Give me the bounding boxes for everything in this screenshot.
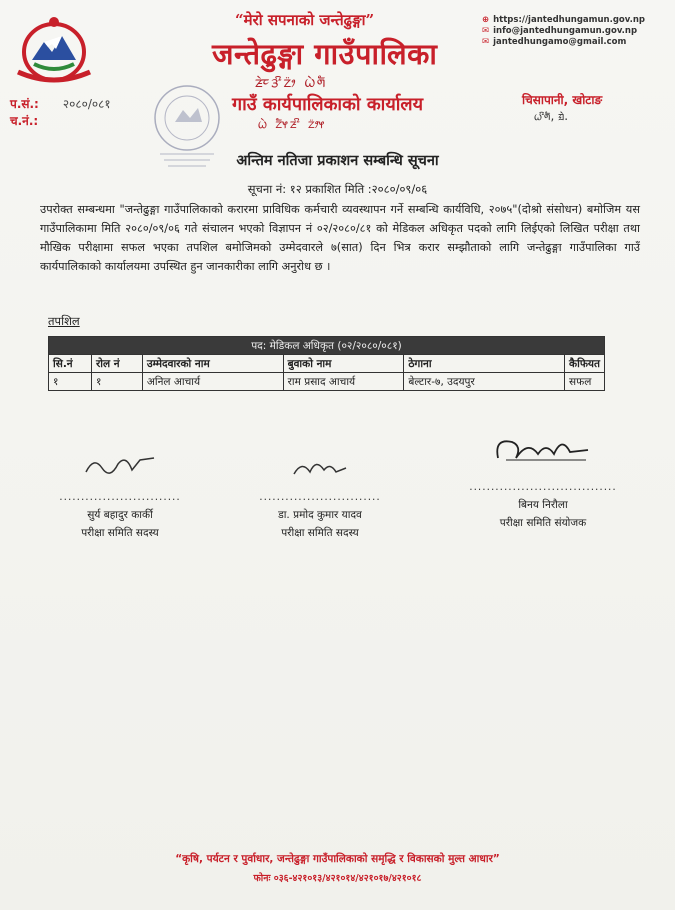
ps-label: प.सं.: xyxy=(10,97,39,111)
ps-value: २०८०/०८१ xyxy=(62,97,111,111)
footer-phone: फोनः ०३६-४२१०१३/४२१०१४/४२१०१७/४२१०१८ xyxy=(253,873,422,884)
col-header: रोल नं xyxy=(91,355,142,373)
signer-role: परीक्षा समिति सदस्य xyxy=(281,527,359,539)
script-title: ᤏᤧᤰᤋᤡᤁ᤺ᤣ ᤐᤧᤛᤠ xyxy=(255,72,328,91)
cell-father: राम प्रसाद आचार्य xyxy=(283,373,404,391)
signer-role: परीक्षा समिति संयोजक xyxy=(499,517,587,529)
footer-motto: “कृषि, पर्यटन र पुर्वाधार, जन्तेढुङ्गा गाउँपालिकाको समृद्धि र विकासको मुल्त आधार” xyxy=(175,853,500,865)
email-line[interactable]: ✉ jantedhungamo@gmail.com xyxy=(482,37,627,47)
col-header: कैफियत xyxy=(565,355,605,373)
script-office: ᤐᤧ ᤁ᤺ᤠᤶᤏᤡ ᤁ᤺ᤣᤶ xyxy=(258,116,327,132)
location xyxy=(522,92,602,124)
office-name: गाउँ कार्यपालिकाको कार्यालय xyxy=(232,94,424,115)
signer-name: बिनय निरौला xyxy=(518,499,568,511)
slogan: “मेरो सपनाको जन्तेढुङ्गा” xyxy=(235,11,375,29)
signature-icon xyxy=(280,450,360,482)
col-header: उम्मेदवारको नाम xyxy=(142,355,283,373)
mail-icon: ✉ xyxy=(482,37,490,47)
signature-block: .................................. बिनय निरौला परीक्षा समिति संयोजक xyxy=(468,428,618,532)
cell-candidate: अनिल आचार्य xyxy=(142,373,283,391)
email-line[interactable]: ✉ info@jantedhungamun.gov.np xyxy=(482,26,638,36)
contact-block xyxy=(482,15,645,48)
location-place: चिसापानी, खोटाङ xyxy=(522,93,603,107)
reference-numbers xyxy=(10,96,111,130)
cn-label: च.नं.: xyxy=(10,114,39,128)
details-heading: तपशिल xyxy=(48,314,80,328)
col-header: बुवाको नाम xyxy=(283,355,404,373)
signer-role: परीक्षा समिति सदस्य xyxy=(81,527,159,539)
location-script: ᤐᤡᤛᤠ, ᤀᤧ. xyxy=(534,109,569,123)
cell-address: बेल्टार-७, उदयपुर xyxy=(404,373,565,391)
table-caption: पद: मेडिकल अधिकृत (०२/२०८०/०८१) xyxy=(49,337,605,355)
col-header: सि.नं xyxy=(49,355,92,373)
cell-sn: १ xyxy=(49,373,92,391)
notice-number-date: सूचना नं: १२ प्रकाशित मिति :२०८०/०९/०६ xyxy=(247,182,428,196)
signature-icon xyxy=(80,450,160,482)
results-table xyxy=(48,336,605,391)
notice-subject: अन्तिम नतिजा प्रकाशन सम्बन्धि सूचना xyxy=(236,153,439,169)
municipality-title: जन्तेढुङ्गा गाउँपालिका xyxy=(212,37,438,71)
mail-icon: ✉ xyxy=(482,26,490,36)
nepal-emblem-icon xyxy=(14,14,94,84)
table-header-row xyxy=(49,355,605,373)
signature-icon xyxy=(488,428,598,472)
signer-name: सुर्य बहादुर कार्की xyxy=(87,509,153,521)
signature-block: ............................ सुर्य बहादुर कार्की परीक्षा समिति सदस्य xyxy=(50,450,190,542)
col-header: ठेगाना xyxy=(404,355,565,373)
table-row xyxy=(49,373,605,391)
signature-block: ............................ डा. प्रमोद कुमार यादव परीक्षा समिति सदस्य xyxy=(250,450,390,542)
cell-remarks: सफल xyxy=(565,373,605,391)
cell-roll: १ xyxy=(91,373,142,391)
notice-body: उपरोक्त सम्बन्धमा "जन्तेढुङ्गा गाउँपालिकाको करारमा प्राविधिक कर्मचारी व्यवस्थापन गर्ने सम्बन्धि कार्यविधि, २०७५"(दोश्रो संसोधन) बमोजिम यस गाउँपालिकामा मिति २०८०/०९/०६ गते संचालन भएको विज्ञापन नं ०२/२०८०/८१ को मेडिकल अधिकृत पदको लागि लिईएको लिखित परीक्षा तथा मौखिक परीक्षामा सफल भएका तपशिल बमोजिमको उम्मेदवारले ७(सात) दिन भित्र करार सम्झौताको लागि जन्तेढुङ्गा गाउँपालिका गाउँ कार्यपालिकाको कार्यालयमा उपस्थित हुन जानकारीका लागि अनुरोध छ । xyxy=(40,203,640,273)
website-line[interactable]: ⊕ https://jantedhungamun.gov.np xyxy=(482,15,645,25)
signer-name: डा. प्रमोद कुमार यादव xyxy=(278,509,362,521)
globe-icon: ⊕ xyxy=(482,15,490,25)
